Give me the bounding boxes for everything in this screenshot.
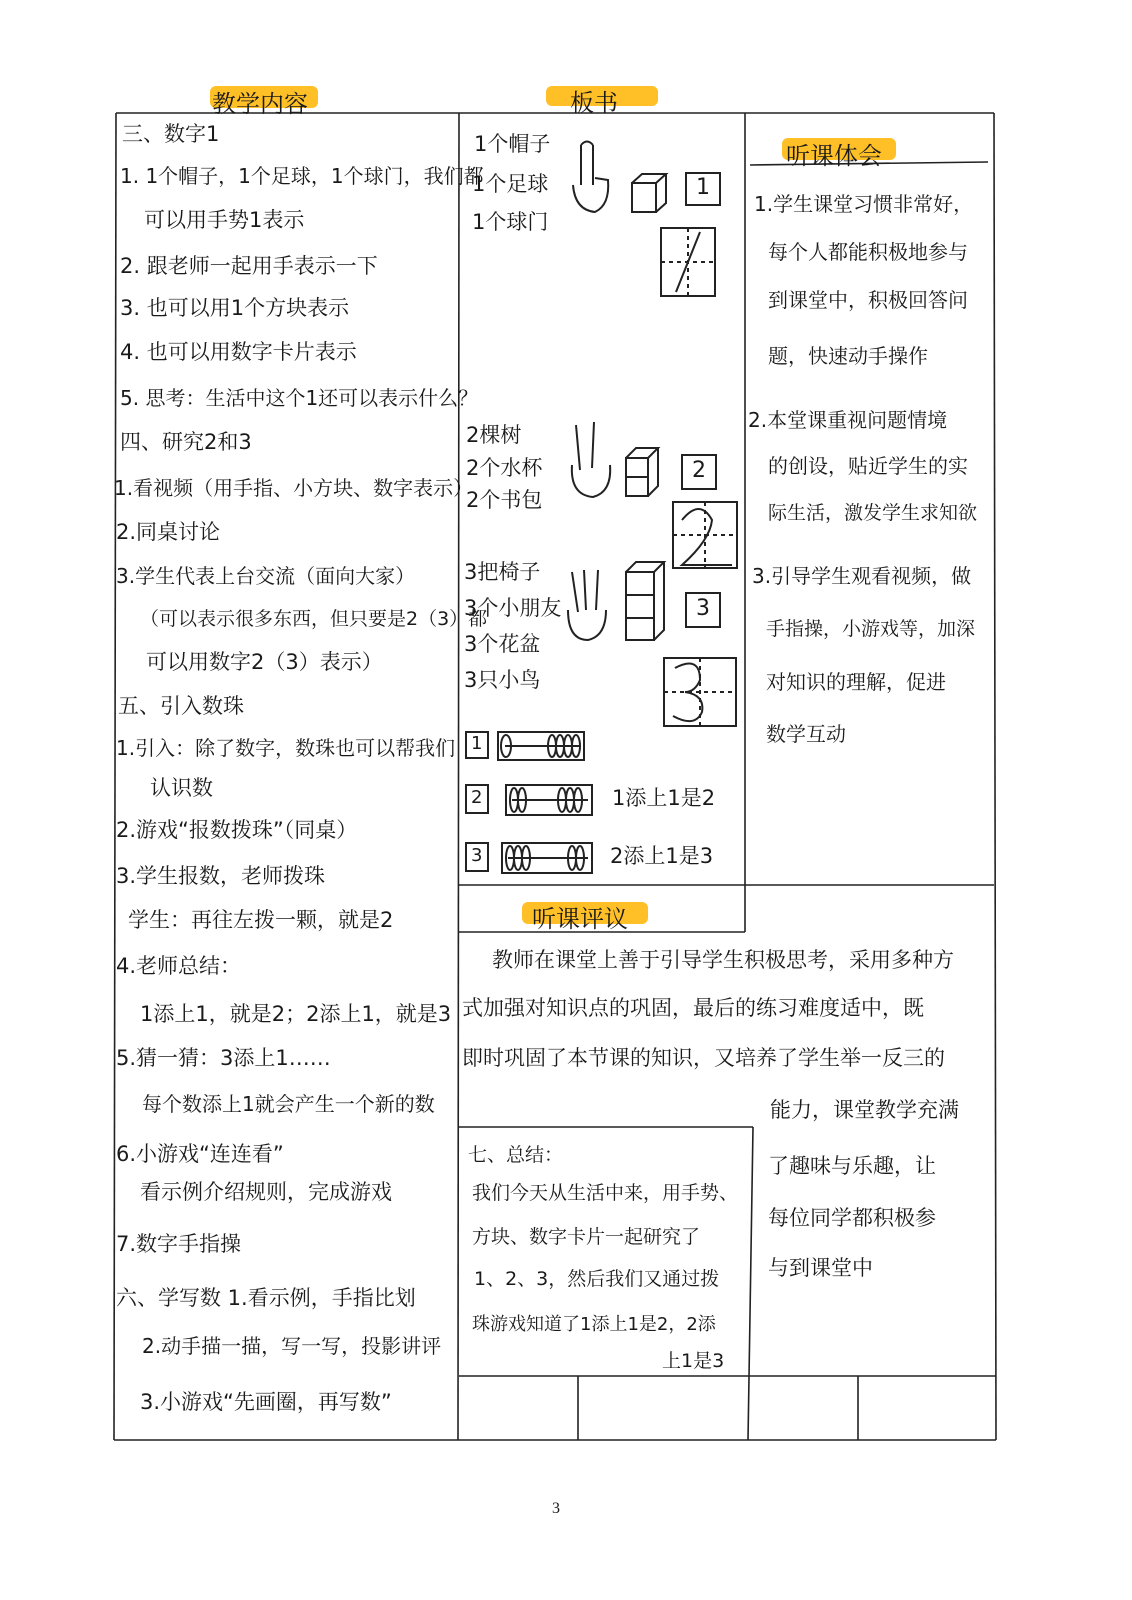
reflection-line: 手指操，小游戏等，加深 — [766, 618, 976, 640]
board-label: 3个小朋友 — [464, 596, 562, 620]
content-line: 7.数字手指操 — [116, 1232, 242, 1256]
bead-note: 2添上1是3 — [610, 844, 714, 868]
summary-line: 方块、数字卡片一起研究了 — [472, 1226, 701, 1248]
reflection-line: 到课堂中，积极回答问 — [768, 288, 968, 312]
bead-label: 1 — [471, 733, 483, 754]
review-line: 能力，课堂教学充满 — [770, 1098, 959, 1122]
bead-label: 2 — [471, 787, 483, 808]
reflection-line: 的创设，贴近学生的实 — [768, 454, 968, 478]
content-line: 五、引入数珠 — [118, 694, 244, 718]
content-line: 5.猜一猜：3添上1…… — [116, 1046, 331, 1070]
summary-line: 七、总结： — [468, 1144, 564, 1166]
review-line: 教师在课堂上善于引导学生积极思考，采用多种方 — [492, 948, 954, 972]
content-line: 3.小游戏“先画圈，再写数” — [140, 1390, 392, 1414]
board-label: 1个足球 — [472, 172, 549, 196]
content-line: 1添上1，就是2；2添上1，就是3 — [140, 1002, 452, 1026]
content-line: 学生：再往左拨一颗，就是2 — [128, 908, 394, 932]
header-content: 教学内容 — [212, 90, 308, 118]
review-line: 了趣味与乐趣，让 — [768, 1154, 936, 1178]
reflection-line: 1.学生课堂习惯非常好， — [754, 192, 974, 216]
review-line: 即时巩固了本节课的知识，又培养了学生举一反三的 — [462, 1046, 945, 1070]
board-label: 3个花盆 — [464, 632, 541, 656]
content-line: 4.老师总结： — [116, 954, 242, 978]
board-label: 1个球门 — [472, 210, 549, 234]
bead-note: 1添上1是2 — [612, 786, 716, 810]
content-line: 三、数字1 — [122, 122, 220, 146]
header-board: 板书 — [570, 89, 618, 117]
board-label: 1个帽子 — [474, 132, 551, 156]
bead-label: 3 — [471, 845, 483, 866]
content-line: 3.学生代表上台交流（面向大家） — [116, 564, 416, 588]
reflection-line: 每个人都能积极地参与 — [768, 240, 968, 264]
content-line: 看示例介绍规则，完成游戏 — [140, 1180, 392, 1204]
digit-card: 1 — [696, 175, 710, 200]
board-label: 3只小鸟 — [464, 668, 541, 692]
content-line: 六、学写数 1.看示例，手指比划 — [116, 1286, 416, 1310]
header-review: 听课评议 — [532, 905, 628, 933]
content-line: 2. 跟老师一起用手表示一下 — [120, 254, 378, 278]
content-line: 可以用数字2（3）表示） — [146, 650, 383, 674]
content-line: （可以表示很多东西，但只要是2（3）都 — [140, 608, 488, 630]
content-line: 5. 思考：生活中这个1还可以表示什么？ — [120, 386, 479, 410]
content-line: 1.引入：除了数字，数珠也可以帮我们 — [116, 736, 456, 760]
content-line: 6.小游戏“连连看” — [116, 1142, 284, 1166]
board-label: 2个书包 — [466, 488, 543, 512]
content-line: 1. 1个帽子，1个足球，1个球门，我们都 — [120, 164, 484, 188]
content-line: 4. 也可以用数字卡片表示 — [120, 340, 357, 364]
summary-line: 珠游戏知道了1添上1是2，2添 — [472, 1314, 716, 1335]
content-line: 1.看视频（用手指、小方块、数字表示） — [114, 476, 474, 500]
board-label: 3把椅子 — [464, 560, 541, 584]
reflection-line: 题，快速动手操作 — [768, 344, 928, 368]
board-label: 2个水杯 — [466, 456, 543, 480]
header-reflection: 听课体会 — [786, 142, 882, 170]
board-label: 2棵树 — [466, 423, 522, 447]
content-line: 2.游戏“报数拨珠”（同桌） — [116, 818, 358, 842]
review-line: 每位同学都积极参 — [768, 1206, 936, 1230]
content-line: 2.动手描一描，写一写，投影讲评 — [142, 1334, 442, 1358]
page-number: 3 — [552, 1500, 560, 1517]
content-line: 3.学生报数，老师拨珠 — [116, 864, 326, 888]
review-line: 式加强对知识点的巩固，最后的练习难度适中，既 — [462, 996, 924, 1020]
summary-line: 上1是3 — [662, 1350, 725, 1372]
content-line: 3. 也可以用1个方块表示 — [120, 296, 350, 320]
review-line: 与到课堂中 — [768, 1256, 873, 1280]
summary-line: 1、2、3，然后我们又通过拨 — [474, 1268, 720, 1290]
reflection-line: 对知识的理解，促进 — [766, 670, 946, 694]
reflection-line: 2.本堂课重视问题情境 — [748, 408, 948, 432]
digit-card: 3 — [696, 596, 710, 621]
digit-card: 2 — [692, 458, 706, 483]
reflection-line: 际生活，激发学生求知欲 — [768, 502, 978, 524]
content-line: 可以用手势1表示 — [144, 208, 305, 232]
reflection-line: 数学互动 — [766, 722, 846, 746]
content-line: 每个数添上1就会产生一个新的数 — [142, 1092, 435, 1116]
content-line: 四、研究2和3 — [120, 430, 252, 454]
summary-line: 我们今天从生活中来，用手势、 — [472, 1182, 739, 1204]
content-line: 认识数 — [150, 776, 213, 800]
reflection-line: 3.引导学生观看视频，做 — [752, 564, 972, 588]
content-line: 2.同桌讨论 — [116, 520, 221, 544]
